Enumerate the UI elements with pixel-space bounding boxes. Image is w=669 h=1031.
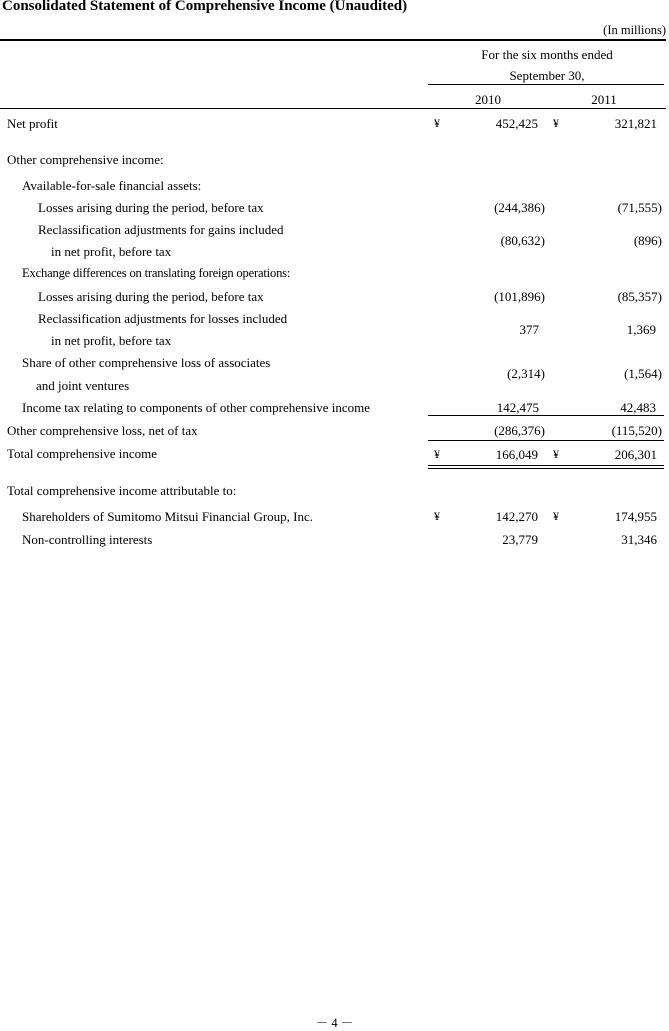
yen-symbol: ¥: [553, 116, 559, 130]
yen-symbol: ¥: [434, 116, 440, 130]
total-double-rule-2: [428, 468, 664, 469]
total-ci-label: Total comprehensive income: [7, 446, 157, 461]
oci-net-2011: (115,520): [611, 423, 662, 438]
shareholders-2011: 174,955: [614, 509, 657, 524]
income-tax-2011: 42,483: [620, 400, 656, 415]
period-rule: [428, 84, 664, 85]
attributable-heading: Total comprehensive income attributable to:: [7, 483, 237, 498]
nci-2010: 23,779: [502, 532, 538, 547]
total-double-rule-1: [428, 465, 664, 466]
row-net-profit-2010: 452,425: [495, 116, 538, 131]
afs-reclass-label-line2: in net profit, before tax: [51, 244, 172, 259]
associates-2010: (2,314): [507, 366, 545, 381]
associates-label-line2: and joint ventures: [36, 378, 130, 393]
unit-label: (In millions): [603, 23, 666, 37]
row-net-profit-label: Net profit: [7, 116, 58, 131]
total-ci-2010: 166,049: [495, 447, 538, 462]
page-number: － 4 －: [315, 1016, 354, 1030]
statement-title: Consolidated Statement of Comprehensive Income (Unaudited): [2, 0, 408, 14]
fx-heading: Exchange differences on translating foreign operations:: [22, 266, 291, 280]
afs-reclass-label-line1: Reclassification adjustments for gains included: [38, 222, 284, 237]
associates-2011: (1,564): [624, 366, 662, 381]
total-ci-2011: 206,301: [614, 447, 657, 462]
income-tax-label: Income tax relating to components of other comprehensive income: [22, 400, 370, 415]
fx-reclass-label-line2: in net profit, before tax: [51, 333, 172, 348]
year-2010-heading: 2010: [475, 92, 501, 107]
header-bottom-rule: [0, 108, 666, 109]
afs-losses-2011: (71,555): [617, 200, 662, 215]
afs-losses-label: Losses arising during the period, before tax: [38, 200, 264, 215]
shareholders-label: Shareholders of Sumitomo Mitsui Financial Group, Inc.: [22, 509, 314, 524]
fx-losses-2010: (101,896): [494, 289, 545, 304]
fx-reclass-2010: 377: [519, 322, 539, 337]
oci-net-2010: (286,376): [494, 423, 545, 438]
subtotal-rule: [428, 415, 664, 416]
oci-heading: Other comprehensive income:: [7, 152, 164, 167]
header-top-rule: [0, 39, 666, 41]
fx-reclass-2011: 1,369: [626, 322, 656, 337]
year-2011-heading: 2011: [591, 92, 617, 107]
row-net-profit-2011: 321,821: [614, 116, 657, 131]
yen-symbol: ¥: [553, 447, 559, 461]
oci-net-label: Other comprehensive loss, net of tax: [7, 423, 198, 438]
afs-heading: Available-for-sale financial assets:: [22, 178, 202, 193]
nci-label: Non-controlling interests: [22, 532, 153, 547]
associates-label-line1: Share of other comprehensive loss of associates: [22, 355, 271, 370]
fx-reclass-label-line1: Reclassification adjustments for losses included: [38, 311, 288, 326]
afs-reclass-2010: (80,632): [500, 233, 545, 248]
yen-symbol: ¥: [553, 509, 559, 523]
period-heading-line2: September 30,: [509, 68, 585, 83]
yen-symbol: ¥: [434, 509, 440, 523]
nci-2011: 31,346: [621, 532, 657, 547]
income-tax-2010: 142,475: [496, 400, 539, 415]
period-heading-line1: For the six months ended: [481, 47, 613, 62]
fx-losses-label: Losses arising during the period, before tax: [38, 289, 264, 304]
afs-reclass-2011: (896): [633, 233, 662, 248]
yen-symbol: ¥: [434, 447, 440, 461]
afs-losses-2010: (244,386): [494, 200, 545, 215]
total-top-rule: [428, 440, 664, 441]
fx-losses-2011: (85,357): [617, 289, 662, 304]
shareholders-2010: 142,270: [495, 509, 538, 524]
